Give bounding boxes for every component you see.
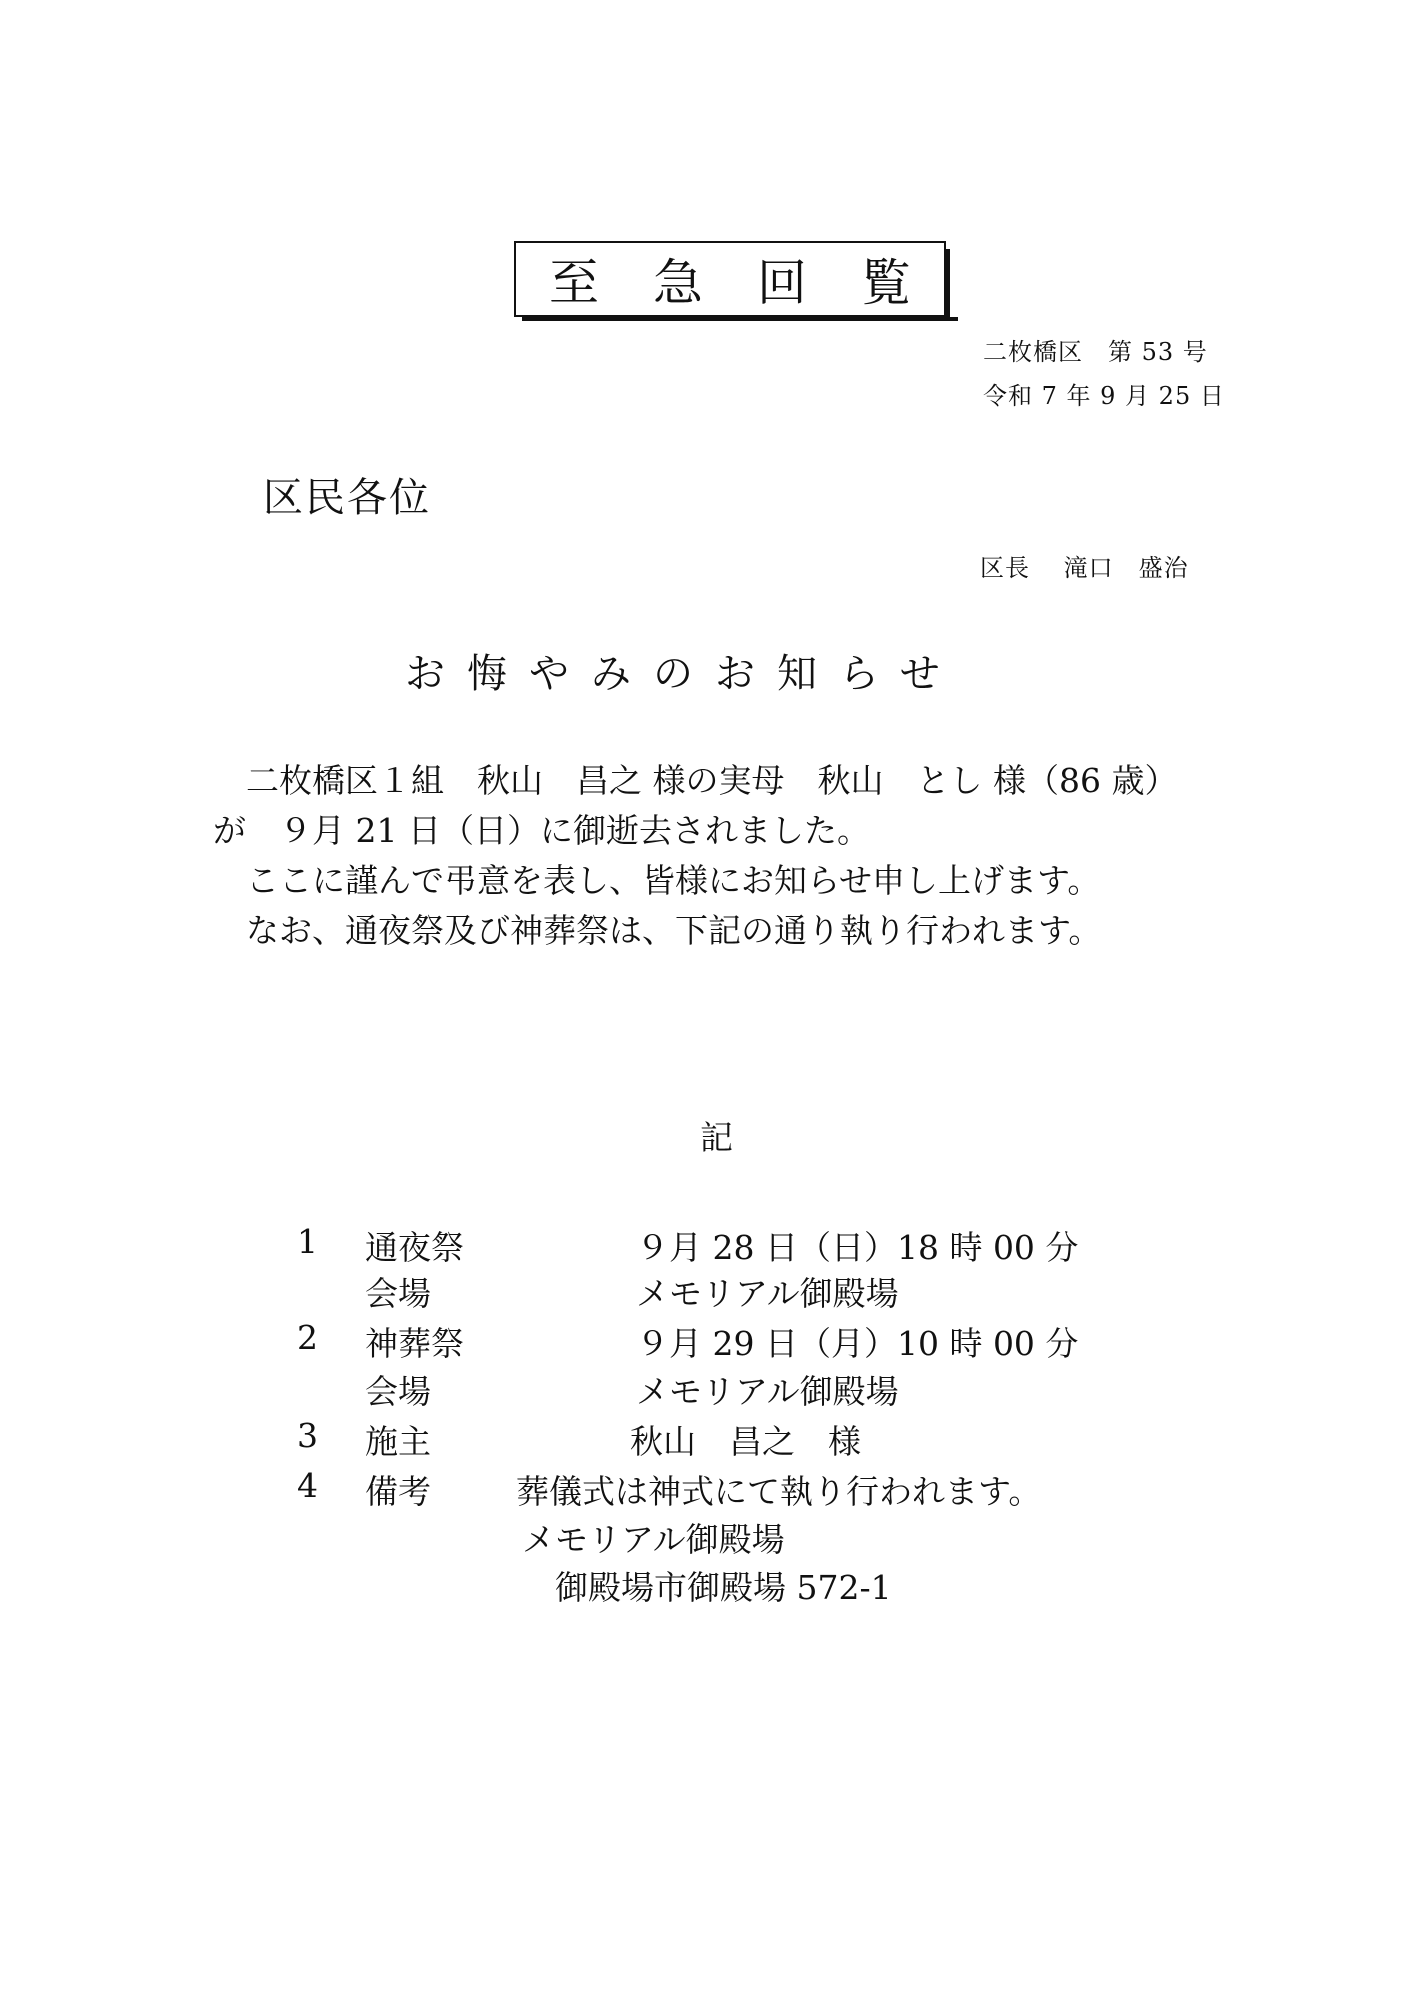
urgent-circular-stamp (514, 241, 946, 317)
detail-value: メモリアル御殿場 (636, 1274, 899, 1313)
doc-number: 二枚橋区 第 53 号 (983, 338, 1208, 366)
venue-address: 御殿場市御殿場 572-1 (555, 1568, 892, 1607)
detail-label: 神葬祭 (365, 1324, 464, 1363)
venue-name: メモリアル御殿場 (522, 1520, 785, 1559)
detail-number: 3 (297, 1416, 318, 1455)
detail-value: メモリアル御殿場 (636, 1372, 899, 1411)
stamp-char: 回 (757, 254, 807, 312)
notice-title: お悔やみのお知らせ (405, 651, 962, 697)
detail-value: ９月 29 日（月）10 時 00 分 (636, 1324, 1079, 1363)
body-paragraph: ここに謹んで弔意を表し、皆様にお知らせ申し上げます。 (213, 861, 1101, 900)
doc-date: 令和 7 年 9 月 25 日 (983, 382, 1225, 410)
detail-label: 会場 (365, 1274, 431, 1313)
detail-number: 2 (297, 1318, 318, 1357)
detail-label: 会場 (365, 1372, 431, 1411)
detail-number: 1 (297, 1222, 318, 1261)
detail-number: 4 (297, 1466, 318, 1505)
body-paragraph: 二枚橋区１組 秋山 昌之 様の実母 秋山 とし 様（86 歳）が ９月 21 日（日）に御逝去されました。 (213, 761, 1178, 850)
detail-value: 葬儀式は神式にて執り行われます。 (516, 1472, 1042, 1511)
sender: 区長 滝口 盛治 (980, 554, 1189, 582)
detail-label: 施主 (365, 1422, 431, 1461)
body-paragraph: なお、通夜祭及び神葬祭は、下記の通り執り行われます。 (213, 911, 1102, 950)
detail-label: 備考 (365, 1472, 431, 1511)
detail-label: 通夜祭 (365, 1228, 464, 1267)
stamp-char: 急 (653, 254, 703, 312)
stamp-char: 覧 (861, 254, 911, 312)
notice-body (213, 756, 1178, 956)
detail-value: 秋山 昌之 様 (630, 1422, 861, 1461)
ki-heading: 記 (700, 1118, 733, 1157)
recipients: 区民各位 (263, 475, 431, 521)
detail-value: ９月 28 日（日）18 時 00 分 (636, 1228, 1079, 1267)
stamp-char: 至 (549, 254, 599, 312)
